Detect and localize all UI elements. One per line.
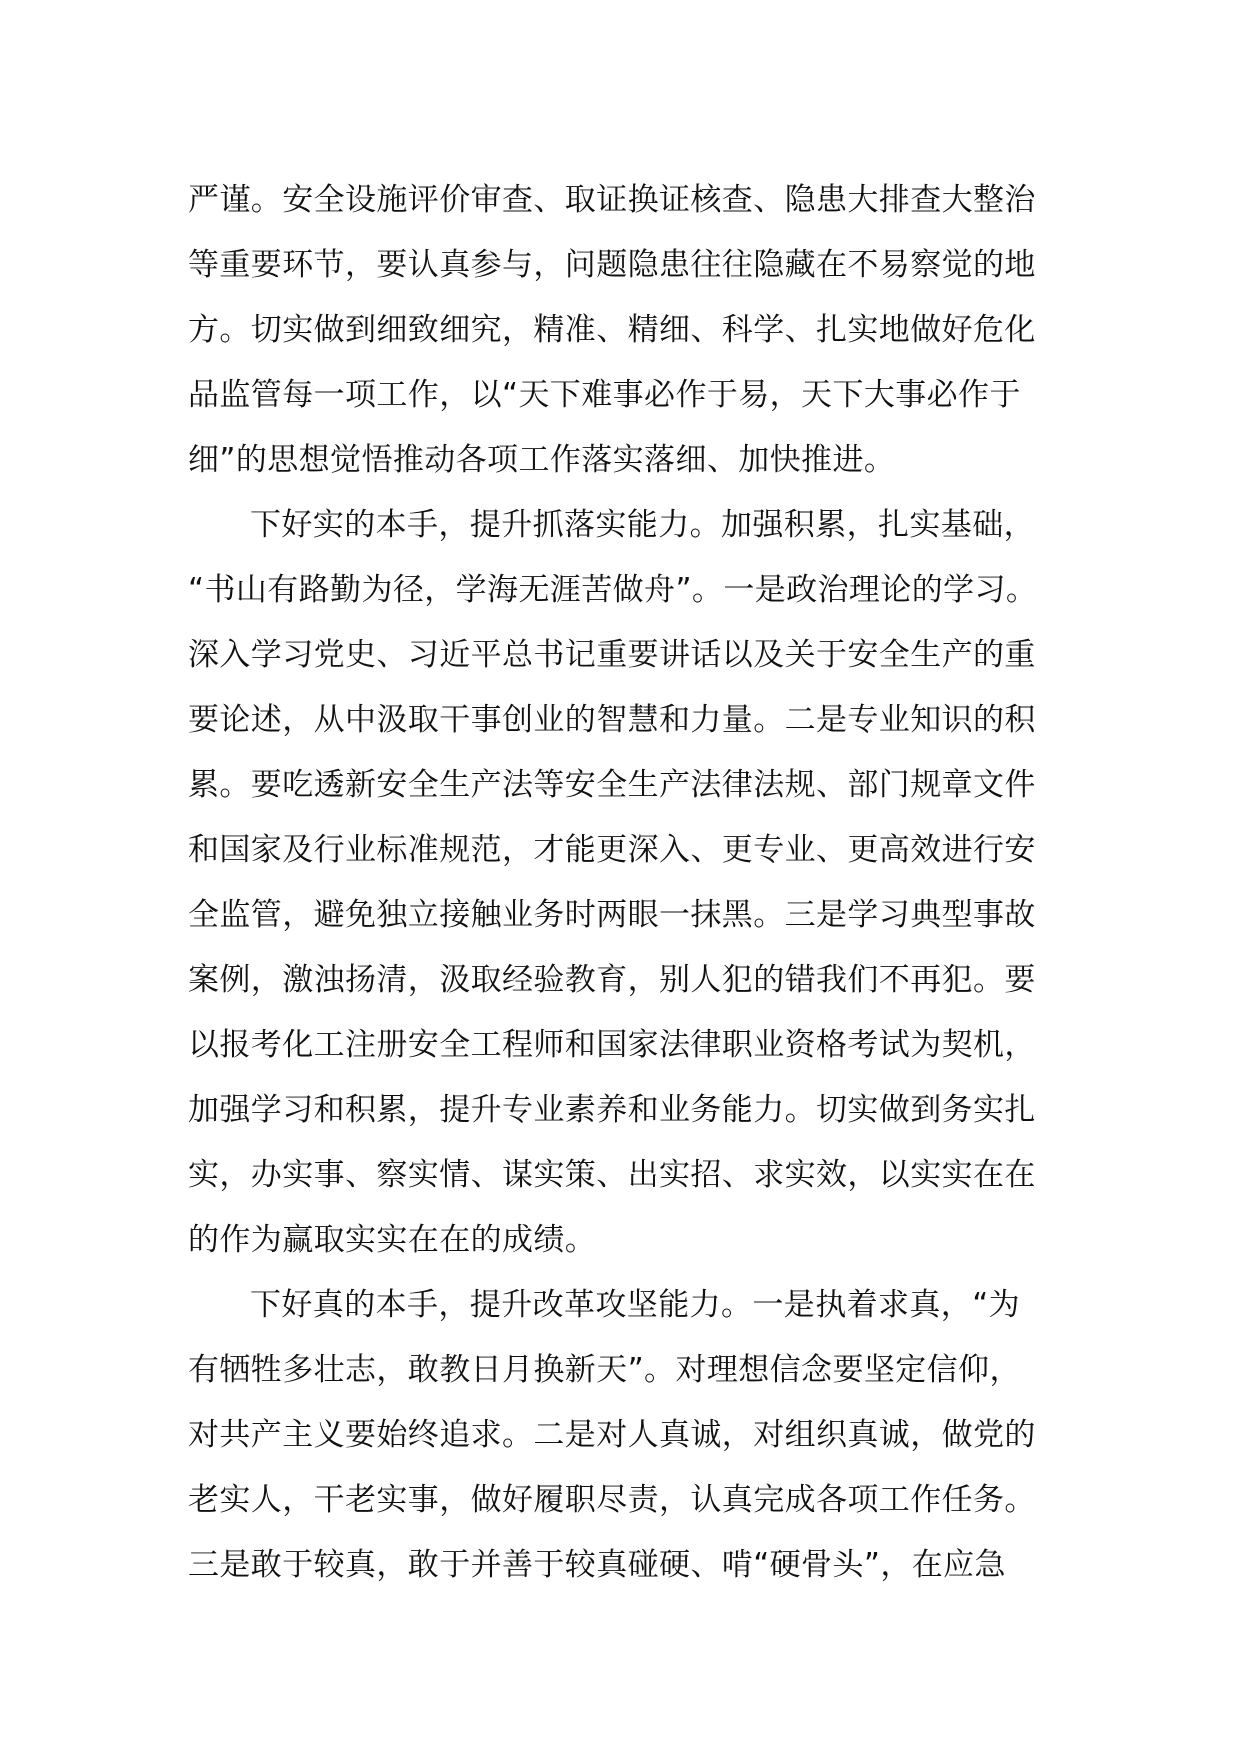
text-line: 细”的思想觉悟推动各项工作落实落细、加快推进。 bbox=[188, 442, 896, 478]
text-line: 有牺牲多壮志，敢教日月换新天”。对理想信念要坚定信仰， bbox=[188, 1352, 1021, 1388]
text-line: 要论述，从中汲取干事创业的智慧和力量。二是专业知识的积 bbox=[188, 702, 1036, 738]
text-line: 老实人，干老实事，做好履职尽责，认真完成各项工作任务。 bbox=[188, 1482, 1036, 1518]
text-line: 全监管，避免独立接触业务时两眼一抹黑。三是学习典型事故 bbox=[188, 897, 1036, 933]
text-line: 等重要环节，要认真参与，问题隐患往往隐藏在不易察觉的地 bbox=[188, 247, 1036, 283]
document-body bbox=[188, 168, 1068, 1598]
text-line: 三是敢于较真，敢于并善于较真碰硬、啃“硬骨头”，在应急 bbox=[188, 1547, 1006, 1583]
text-line: 的作为赢取实实在在的成绩。 bbox=[188, 1222, 597, 1258]
paragraph-first-line: 下好实的本手，提升抓落实能力。加强积累，扎实基础， bbox=[250, 507, 1035, 543]
text-line: 案例，激浊扬清，汲取经验教育，别人犯的错我们不再犯。要 bbox=[188, 962, 1036, 998]
text-line: 深入学习党史、习近平总书记重要讲话以及关于安全生产的重 bbox=[188, 637, 1036, 673]
text-line: 方。切实做到细致细究，精准、精细、科学、扎实地做好危化 bbox=[188, 312, 1036, 348]
text-line: 严谨。安全设施评价审查、取证换证核查、隐患大排查大整治 bbox=[188, 182, 1036, 218]
text-line: 实，办实事、察实情、谋实策、出实招、求实效，以实实在在 bbox=[188, 1157, 1036, 1193]
text-line: “书山有路勤为径，学海无涯苦做舟”。一是政治理论的学习。 bbox=[188, 572, 1038, 608]
text-line: 对共产主义要始终追求。二是对人真诚，对组织真诚，做党的 bbox=[188, 1417, 1036, 1453]
paragraph-first-line: 下好真的本手，提升改革攻坚能力。一是执着求真，“为 bbox=[250, 1287, 1021, 1323]
text-line: 和国家及行业标准规范，才能更深入、更专业、更高效进行安 bbox=[188, 832, 1036, 868]
text-line: 品监管每一项工作，以“天下难事必作于易，天下大事必作于 bbox=[188, 377, 1021, 413]
text-line: 以报考化工注册安全工程师和国家法律职业资格考试为契机， bbox=[188, 1027, 1036, 1063]
text-line: 加强学习和积累，提升专业素养和业务能力。切实做到务实扎 bbox=[188, 1092, 1036, 1128]
text-line: 累。要吃透新安全生产法等安全生产法律法规、部门规章文件 bbox=[188, 767, 1036, 803]
